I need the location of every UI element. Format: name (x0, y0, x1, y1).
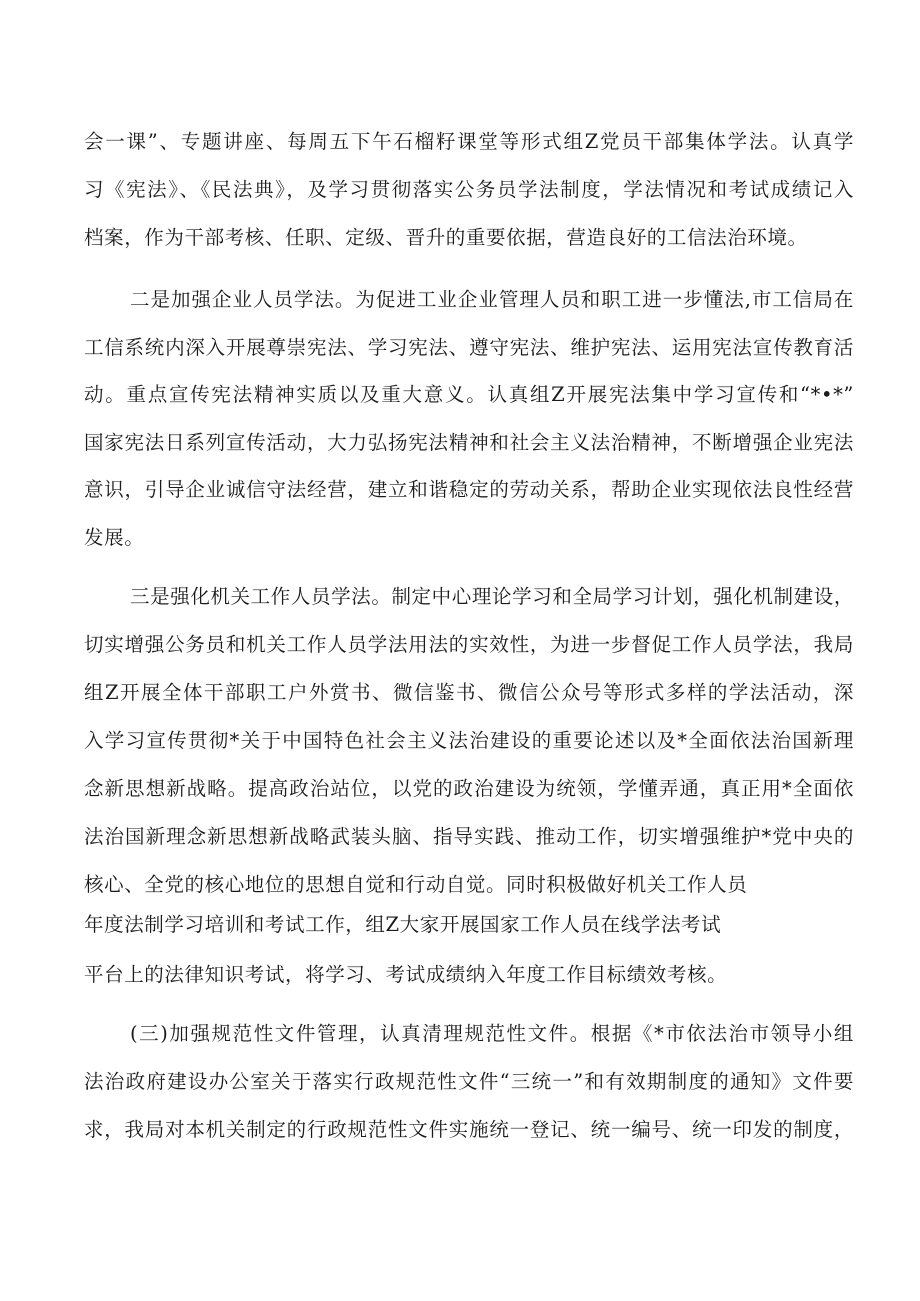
paragraph-line: 年度法制学习培训和考试工作，组Z大家开展国家工作人员在线学法考试 (84, 913, 722, 936)
paragraph-line: 入学习宣传贯彻*关于中国特色社会主义法治建设的重要论述以及*全面依法治国新理 (84, 729, 854, 752)
paragraph-line: 三是强化机关工作人员学法。制定中心理论学习和全局学习计划，强化机制建设， (130, 585, 854, 608)
paragraph-line: 发展。 (84, 526, 145, 549)
paragraph-line: 切实增强公务员和机关工作人员学法用法的实效性，为进一步督促工作人员学法，我局 (84, 633, 854, 656)
paragraph-line: 法治政府建设办公室关于落实行政规范性文件“三统一”和有效期制度的通知》文件要 (84, 1070, 854, 1093)
paragraph-line: 国家宪法日系列宣传活动，大力弘扬宪法精神和社会主义法治精神，不断增强企业宪法 (84, 431, 854, 454)
paragraph-line: 组Z开展全体干部职工户外赏书、微信鉴书、微信公众号等形式多样的学法活动，深 (84, 681, 854, 704)
paragraph-line: 核心、全党的核心地位的思想自觉和行动自觉。同时积极做好机关工作人员 (84, 873, 748, 896)
section-heading-line: (三)加强规范性文件管理，认真清理规范性文件。根据《*市依法治市领导小组 (130, 1022, 854, 1045)
paragraph-line: 念新思想新战略。提高政治站位，以党的政治建设为统领，学懂弄通，真正用*全面依 (84, 777, 854, 800)
paragraph-line: 二是加强企业人员学法。为促进工业企业管理人员和职工进一步懂法,市工信局在 (130, 288, 854, 311)
paragraph-line: 意识，引导企业诚信守法经营，建立和谐稳定的劳动关系，帮助企业实现依法良性经营 (84, 478, 854, 501)
paragraph-line: 法治国新理念新思想新战略武装头脑、指导实践、推动工作，切实增强维护*党中央的 (84, 825, 854, 848)
paragraph-line: 平台上的法律知识考试，将学习、考试成绩纳入年度工作目标绩效考核。 (84, 963, 728, 986)
paragraph-line: 求，我局对本机关制定的行政规范性文件实施统一登记、统一编号、统一印发的制度， (84, 1118, 854, 1141)
paragraph-line: 档案，作为干部考核、任职、定级、晋升的重要依据，营造良好的工信法治环境。 (84, 226, 808, 249)
paragraph-line: 动。重点宣传宪法精神实质以及重大意义。认真组Z开展宪法集中学习宣传和“*•*” (84, 383, 854, 406)
paragraph-line: 习《宪法》、《民法典》，及学习贯彻落实公务员学法制度，学法情况和考试成绩记入 (84, 178, 854, 201)
paragraph-line: 工信系统内深入开展尊崇宪法、学习宪法、遵守宪法、维护宪法、运用宪法宣传教育活 (84, 336, 854, 359)
paragraph-line: 会一课”、专题讲座、每周五下午石榴籽课堂等形式组Z党员干部集体学法。认真学 (84, 130, 854, 153)
